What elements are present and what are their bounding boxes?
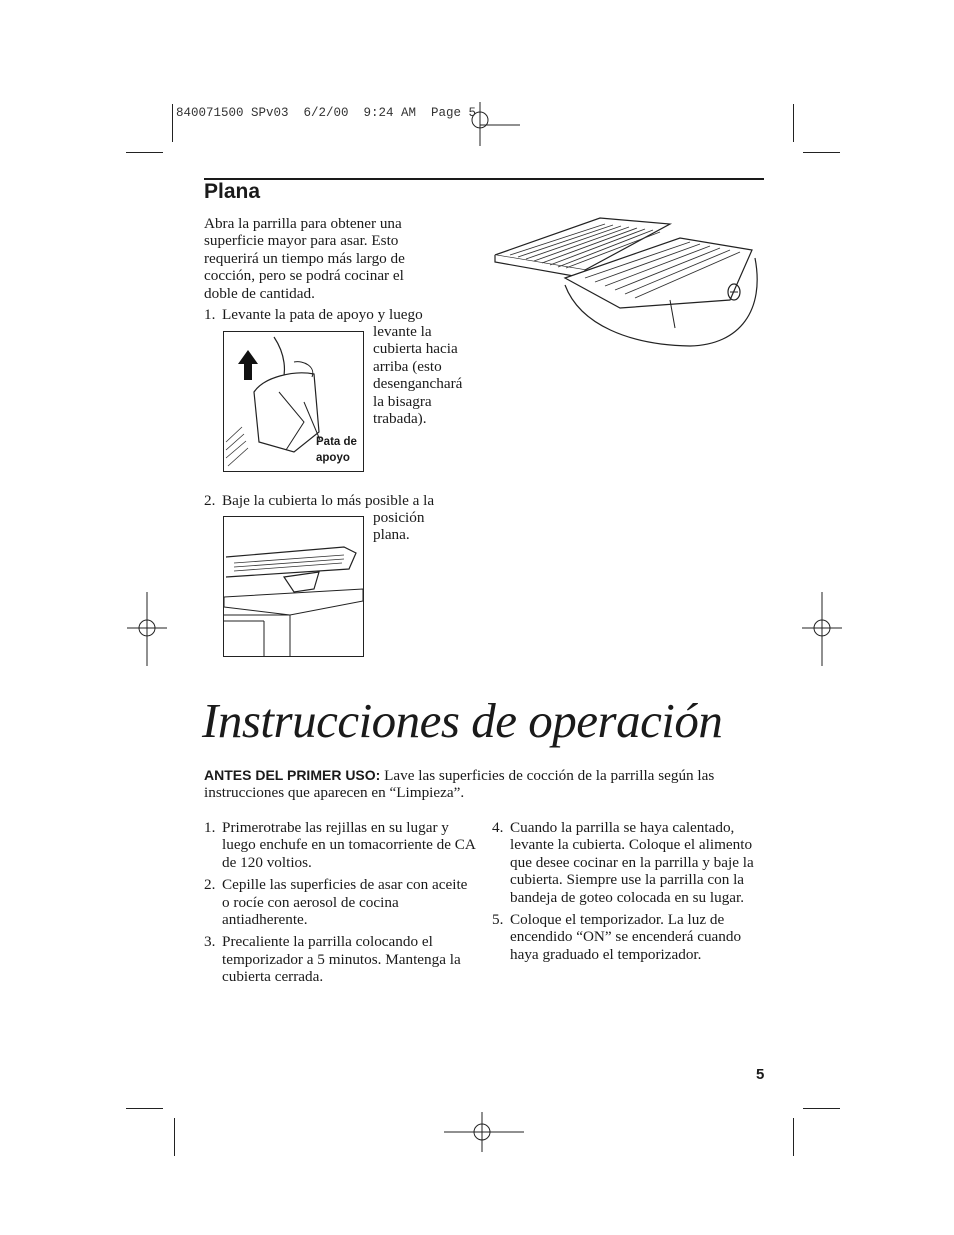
step-number: 5. <box>492 911 504 929</box>
step-2-number: 2. <box>204 492 216 509</box>
step-text: Cuando la parrilla se haya calentado, levante la cubierta. Coloque el alimento que desee cocinar en la parrilla y baje la cubierta. Siempre use la parrilla con la bandeja de goteo colocada en su lugar. <box>510 819 754 906</box>
figure-1-label-line-1: Pata de <box>316 436 357 448</box>
print-slug: 840071500 SPv03 6/2/00 9:24 AM Page 5 <box>176 106 477 120</box>
list-item <box>492 911 770 963</box>
step-text: Precaliente la parrilla colocando el temporizador a 5 minutos. Mantenga la cubierta cerrada. <box>222 933 461 986</box>
section-rule <box>204 178 764 180</box>
step-number: 3. <box>204 933 216 951</box>
flat-grill-illustration <box>224 517 363 656</box>
steps-left-column <box>204 819 476 991</box>
figure-1-label-line-2: apoyo <box>316 452 350 464</box>
step-2-text-continued: posición plana. <box>373 509 425 544</box>
antes-label: ANTES DEL PRIMER USO: <box>204 767 381 783</box>
steps-right-column <box>492 819 770 968</box>
antes-text: Lave las superficies de cocción de la parrilla según las instrucciones que aparecen en “Limpieza”. <box>204 767 715 802</box>
step-1-number: 1. <box>204 306 216 323</box>
step-number: 4. <box>492 819 504 836</box>
step-text: Primerotrabe las rejillas en su lugar y luego enchufe en un tomacorriente de CA de 120 voltios. <box>222 819 476 871</box>
list-item <box>204 933 476 985</box>
step-text: Cepille las superficies de asar con aceite o rocíe con aerosol de cocina antiadherente. <box>222 876 468 929</box>
step-number: 1. <box>204 819 216 836</box>
lift-grill-illustration <box>224 332 363 471</box>
step-text: Coloque el temporizador. La luz de encendido “ON” se encenderá cuando haya graduado el temporizador. <box>510 911 742 963</box>
figure-lift-support-leg <box>223 331 364 472</box>
step-1-text-first-line: Levante la pata de apoyo y luego <box>222 306 423 323</box>
antes-del-primer-uso <box>204 767 734 802</box>
step-2-text-first-line: Baje la cubierta lo más posible a la <box>222 492 435 509</box>
registration-mark-right-icon <box>800 590 845 670</box>
list-item <box>204 819 476 871</box>
step-1-text-continued: levante la cubierta hacia arriba (esto desenganchará la bisagra trabada). <box>373 323 463 428</box>
registration-mark-left-icon <box>125 590 170 670</box>
registration-mark-bottom-icon <box>440 1110 530 1155</box>
open-grill-illustration <box>490 210 765 350</box>
page-heading: Instrucciones de operación <box>202 693 723 748</box>
step-number: 2. <box>204 876 216 894</box>
list-item <box>204 876 476 928</box>
intro-paragraph: Abra la parrilla para obtener una superficie mayor para asar. Esto requerirá un tiempo más largo de cocción, pero se podrá cocinar el doble de cantidad. <box>204 215 405 302</box>
page-number: 5 <box>756 1066 765 1083</box>
section-title: Plana <box>204 180 261 203</box>
list-item <box>492 819 770 906</box>
figure-flat-position <box>223 516 364 657</box>
